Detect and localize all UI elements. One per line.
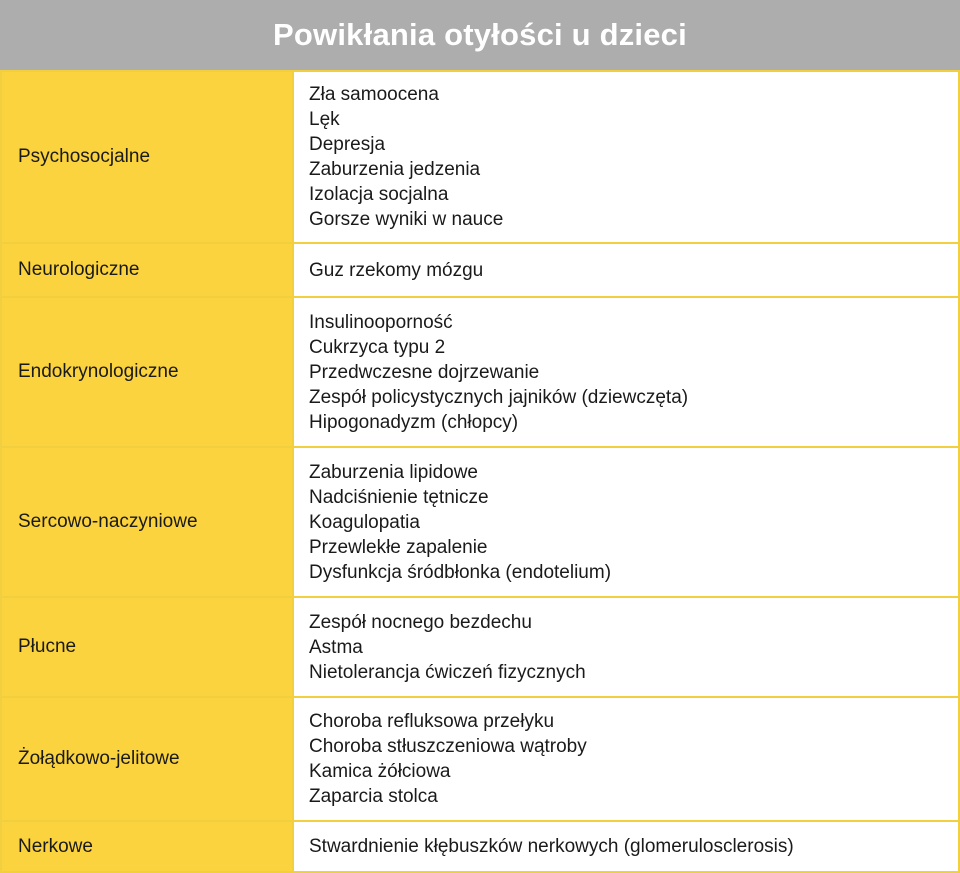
items-cell (294, 698, 958, 820)
list-item: Stwardnienie kłębuszków nerkowych (glomerulosclerosis) (309, 836, 794, 857)
list-item: Depresja (309, 134, 386, 155)
items-cell (294, 822, 958, 871)
category-cell: Żołądkowo-jelitowe (2, 698, 294, 820)
list-item: Cukrzyca typu 2 (309, 336, 446, 358)
table-body (0, 72, 960, 873)
list-item: Astma (309, 636, 363, 658)
items-cell (294, 72, 958, 242)
table-row (2, 448, 958, 598)
category-cell: Płucne (2, 598, 294, 696)
list-item: Koagulopatia (309, 511, 420, 533)
category-cell: Sercowo-naczyniowe (2, 448, 294, 596)
list-item: Zespół nocnego bezdechu (309, 611, 532, 633)
items-cell (294, 244, 958, 296)
list-item: Izolacja socjalna (309, 184, 449, 205)
list-item: Zła samoocena (309, 84, 439, 105)
items-cell (294, 598, 958, 696)
table-title: Powikłania otyłości u dzieci (0, 0, 960, 72)
table-row (2, 298, 958, 448)
category-cell: Neurologiczne (2, 244, 294, 296)
table-row (2, 598, 958, 698)
list-item: Zaburzenia jedzenia (309, 159, 481, 180)
items-cell (294, 448, 958, 596)
category-cell: Nerkowe (2, 822, 294, 871)
list-item: Kamica żółciowa (309, 761, 451, 782)
list-item: Zespół policystycznych jajników (dziewczęta) (309, 386, 689, 408)
table-row (2, 698, 958, 822)
list-item: Zaburzenia lipidowe (309, 461, 478, 483)
list-item: Hipogonadyzm (chłopcy) (309, 411, 519, 433)
category-cell: Psychosocjalne (2, 72, 294, 242)
category-cell: Endokrynologiczne (2, 298, 294, 446)
list-item: Nadciśnienie tętnicze (309, 486, 489, 508)
list-item: Insulinooporność (309, 311, 453, 333)
list-item: Dysfunkcja śródbłonka (endotelium) (309, 561, 612, 583)
list-item: Przedwczesne dojrzewanie (309, 361, 540, 383)
table-row (2, 244, 958, 298)
table-row (2, 72, 958, 244)
list-item: Nietolerancja ćwiczeń fizycznych (309, 661, 586, 683)
list-item: Guz rzekomy mózgu (309, 259, 484, 281)
items-cell (294, 298, 958, 446)
list-item: Choroba stłuszczeniowa wątroby (309, 736, 587, 757)
table-row (2, 822, 958, 873)
list-item: Lęk (309, 109, 340, 130)
list-item: Gorsze wyniki w nauce (309, 209, 504, 230)
list-item: Przewlekłe zapalenie (309, 536, 488, 558)
list-item: Choroba refluksowa przełyku (309, 711, 555, 732)
list-item: Zaparcia stolca (309, 786, 438, 807)
